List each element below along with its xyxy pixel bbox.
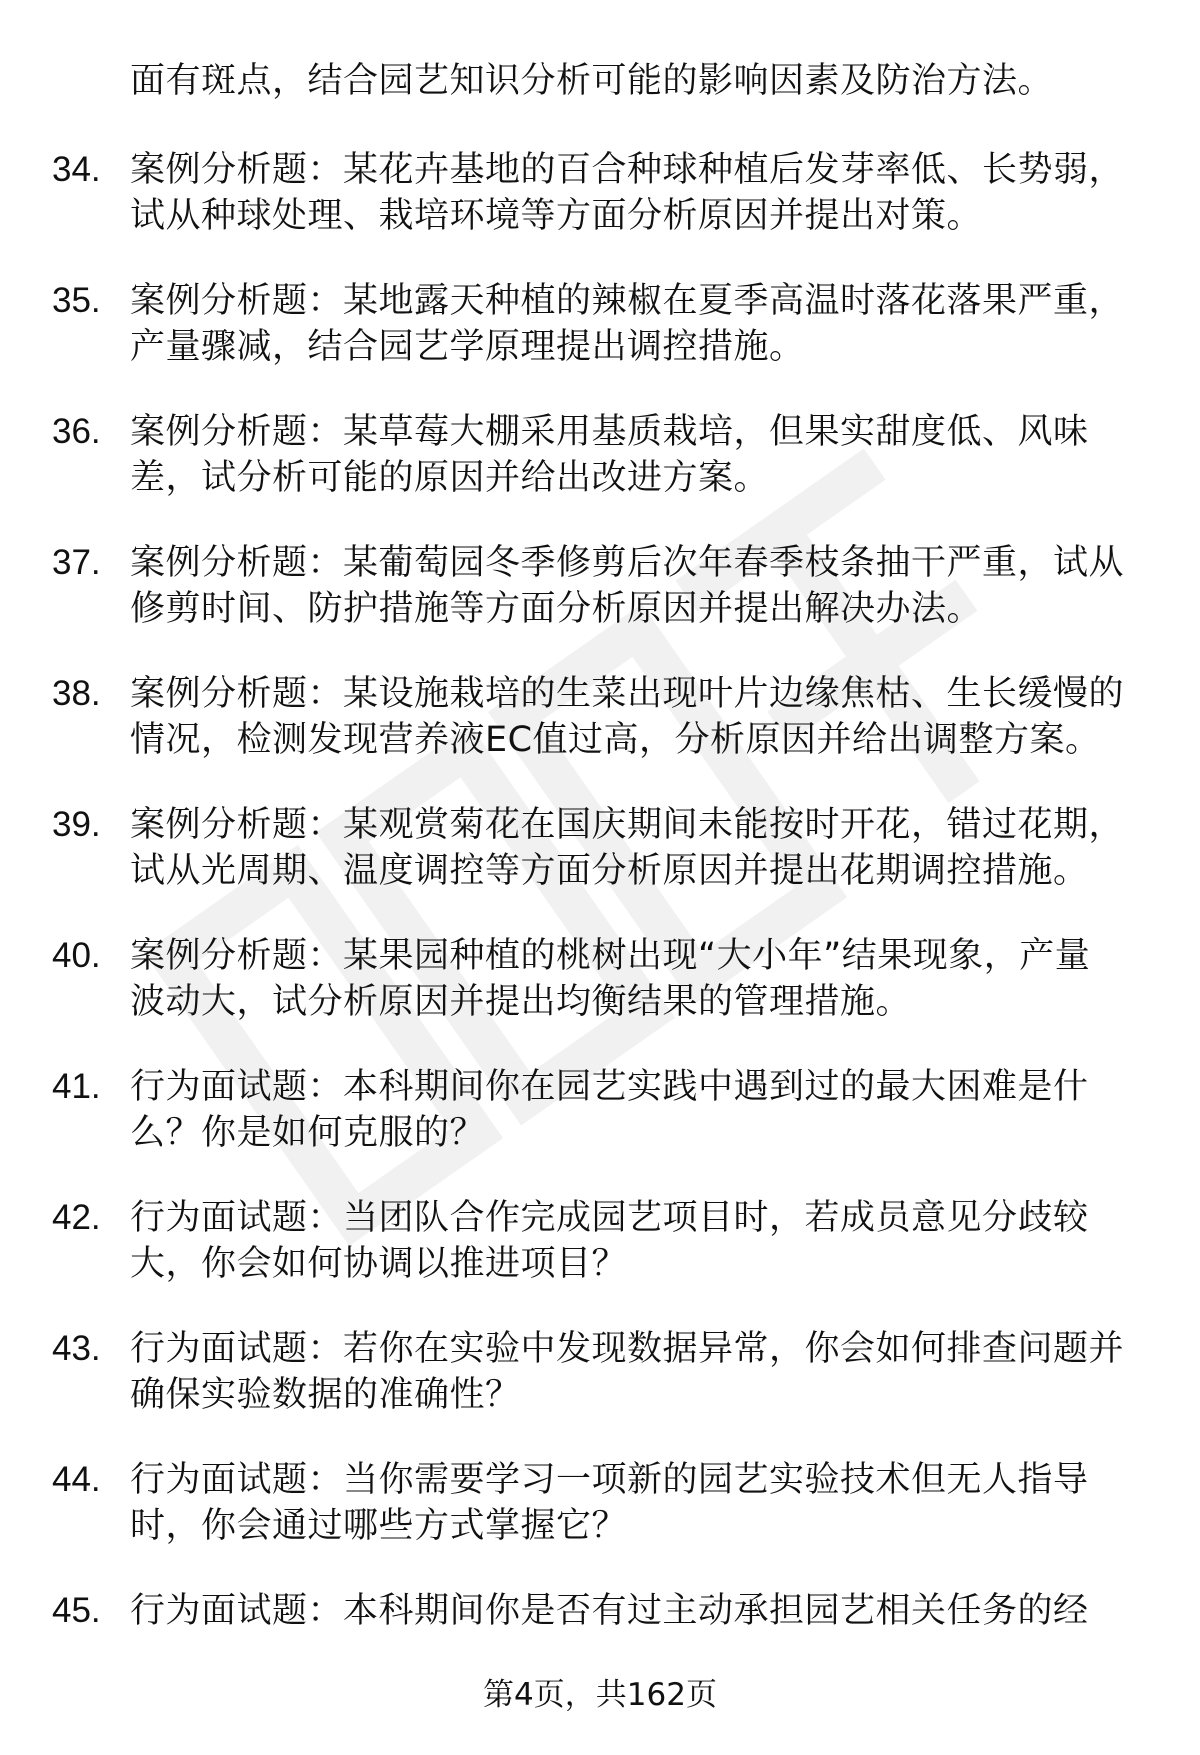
question-text: 差，试分析可能的原因并给出改进方案。 (130, 458, 770, 498)
question-text: 行为面试题：本科期间你在园艺实践中遇到过的最大困难是什 (130, 1067, 1089, 1107)
continuation-text: 面有斑点，结合园艺知识分析可能的影响因素及防治方法。 (130, 61, 1054, 101)
question-text: 案例分析题：某花卉基地的百合种球种植后发芽率低、长势弱， (130, 150, 1125, 190)
question-number: 44. (52, 1460, 101, 1499)
question-text: 行为面试题：本科期间你是否有过主动承担园艺相关任务的经 (130, 1591, 1089, 1631)
question-text: 行为面试题：若你在实验中发现数据异常，你会如何排查问题并 (130, 1329, 1125, 1369)
question-text: 确保实验数据的准确性？ (130, 1375, 521, 1415)
question-number: 35. (52, 281, 101, 320)
question-text: 案例分析题：某观赏菊花在国庆期间未能按时开花，错过花期， (130, 805, 1125, 845)
question-number: 40. (52, 936, 101, 975)
question-number: 41. (52, 1067, 101, 1106)
page-footer: 第4页，共162页 (483, 1677, 717, 1713)
question-text: 波动大，试分析原因并提出均衡结果的管理措施。 (130, 982, 912, 1022)
question-text: 案例分析题：某果园种植的桃树出现“大小年”结果现象，产量 (130, 936, 1091, 976)
question-number: 42. (52, 1198, 101, 1237)
question-number: 39. (52, 805, 101, 844)
question-text: 大，你会如何协调以推进项目？ (130, 1244, 628, 1284)
question-text: 试从光周期、温度调控等方面分析原因并提出花期调控措施。 (130, 851, 1089, 891)
question-text: 行为面试题：当你需要学习一项新的园艺实验技术但无人指导 (130, 1460, 1089, 1500)
question-text: 情况，检测发现营养液EC值过高，分析原因并给出调整方案。 (130, 720, 1101, 760)
question-text: 案例分析题：某葡萄园冬季修剪后次年春季枝条抽干严重，试从 (130, 543, 1125, 583)
question-number: 38. (52, 674, 101, 713)
question-text: 么？你是如何克服的？ (130, 1113, 486, 1153)
question-number: 37. (52, 543, 101, 582)
question-number: 36. (52, 412, 101, 451)
question-text: 修剪时间、防护措施等方面分析原因并提出解决办法。 (130, 589, 983, 629)
question-text: 案例分析题：某设施栽培的生菜出现叶片边缘焦枯、生长缓慢的 (130, 674, 1125, 714)
question-text: 试从种球处理、栽培环境等方面分析原因并提出对策。 (130, 196, 983, 236)
question-text: 产量骤减，结合园艺学原理提出调控措施。 (130, 327, 805, 367)
question-text: 行为面试题：当团队合作完成园艺项目时，若成员意见分歧较 (130, 1198, 1089, 1238)
question-text: 时，你会通过哪些方式掌握它？ (130, 1506, 628, 1546)
question-text: 案例分析题：某草莓大棚采用基质栽培，但果实甜度低、风味 (130, 412, 1089, 452)
question-number: 45. (52, 1591, 101, 1630)
question-number: 43. (52, 1329, 101, 1368)
question-number: 34. (52, 150, 101, 189)
question-text: 案例分析题：某地露天种植的辣椒在夏季高温时落花落果严重， (130, 281, 1125, 321)
